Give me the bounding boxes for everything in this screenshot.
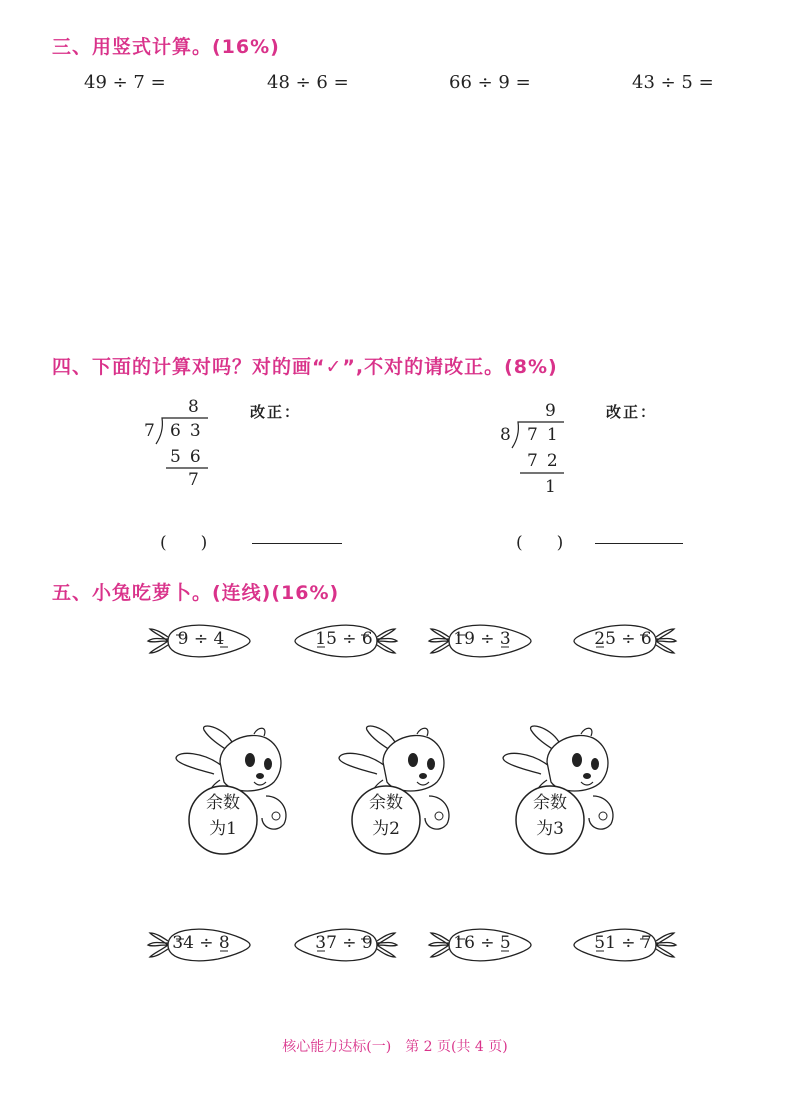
carrot-bottom-4[interactable] bbox=[568, 921, 678, 969]
carrot-expression: 19 ÷ 3 bbox=[453, 629, 511, 649]
remainder-ball bbox=[355, 790, 417, 842]
carrot-expression: 37 ÷ 9 bbox=[315, 933, 373, 953]
ball-line-1: 余数 bbox=[206, 793, 240, 813]
correction-label-2: 改正： bbox=[606, 403, 658, 421]
rabbit-2[interactable] bbox=[333, 720, 463, 860]
correction-blank-1[interactable] bbox=[252, 543, 342, 544]
ball-line-2: 为2 bbox=[372, 819, 400, 839]
ball-line-2: 为1 bbox=[209, 819, 237, 839]
section-5-title: 五、小兔吃萝卜。(连线)(16%) bbox=[52, 582, 340, 604]
remainder: 7 bbox=[188, 470, 208, 490]
product: 56 bbox=[170, 447, 210, 467]
carrot-expression: 16 ÷ 5 bbox=[453, 933, 511, 953]
product: 72 bbox=[527, 451, 567, 471]
ball-line-1: 余数 bbox=[533, 793, 567, 813]
divisor: 7 bbox=[144, 421, 164, 441]
carrot-top-4[interactable] bbox=[568, 617, 678, 665]
correction-label-1: 改正： bbox=[250, 403, 302, 421]
page-footer: 核心能力达标(一) 第 2 页(共 4 页) bbox=[282, 1039, 508, 1055]
divisor: 8 bbox=[500, 425, 520, 445]
correction-blank-2[interactable] bbox=[595, 543, 683, 544]
carrot-expression: 25 ÷ 6 bbox=[594, 629, 652, 649]
section-3-title: 三、用竖式计算。(16%) bbox=[52, 36, 280, 58]
carrot-bottom-2[interactable] bbox=[289, 921, 399, 969]
carrot-expression: 51 ÷ 7 bbox=[594, 933, 652, 953]
division-bracket bbox=[150, 414, 220, 474]
carrot-bottom-3[interactable] bbox=[427, 921, 537, 969]
equation-2: 48 ÷ 6 = bbox=[267, 72, 349, 93]
rabbit-3[interactable] bbox=[497, 720, 627, 860]
dividend: 63 bbox=[170, 421, 210, 441]
equation-4: 43 ÷ 5 = bbox=[632, 72, 714, 93]
equation-1: 49 ÷ 7 = bbox=[84, 72, 166, 93]
ball-line-2: 为3 bbox=[536, 819, 564, 839]
equation-3: 66 ÷ 9 = bbox=[449, 72, 531, 93]
remainder-ball bbox=[519, 790, 581, 842]
ball-line-1: 余数 bbox=[369, 793, 403, 813]
carrot-expression: 15 ÷ 6 bbox=[315, 629, 373, 649]
quotient: 8 bbox=[188, 397, 208, 417]
rabbit-1[interactable] bbox=[170, 720, 300, 860]
remainder-ball bbox=[192, 790, 254, 842]
remainder: 1 bbox=[545, 477, 565, 497]
judge-bracket-2[interactable]: ( ) bbox=[516, 533, 564, 553]
carrot-bottom-1[interactable] bbox=[146, 921, 256, 969]
quotient: 9 bbox=[545, 401, 565, 421]
carrot-top-2[interactable] bbox=[289, 617, 399, 665]
carrot-top-1[interactable] bbox=[146, 617, 256, 665]
dividend: 71 bbox=[527, 425, 567, 445]
carrot-top-3[interactable] bbox=[427, 617, 537, 665]
division-bracket bbox=[506, 418, 576, 480]
section-4-title: 四、下面的计算对吗？对的画“✓”,不对的请改正。(8%) bbox=[52, 356, 558, 378]
carrot-expression: 9 ÷ 4 bbox=[177, 629, 225, 649]
judge-bracket-1[interactable]: ( ) bbox=[160, 533, 208, 553]
carrot-expression: 34 ÷ 8 bbox=[172, 933, 230, 953]
